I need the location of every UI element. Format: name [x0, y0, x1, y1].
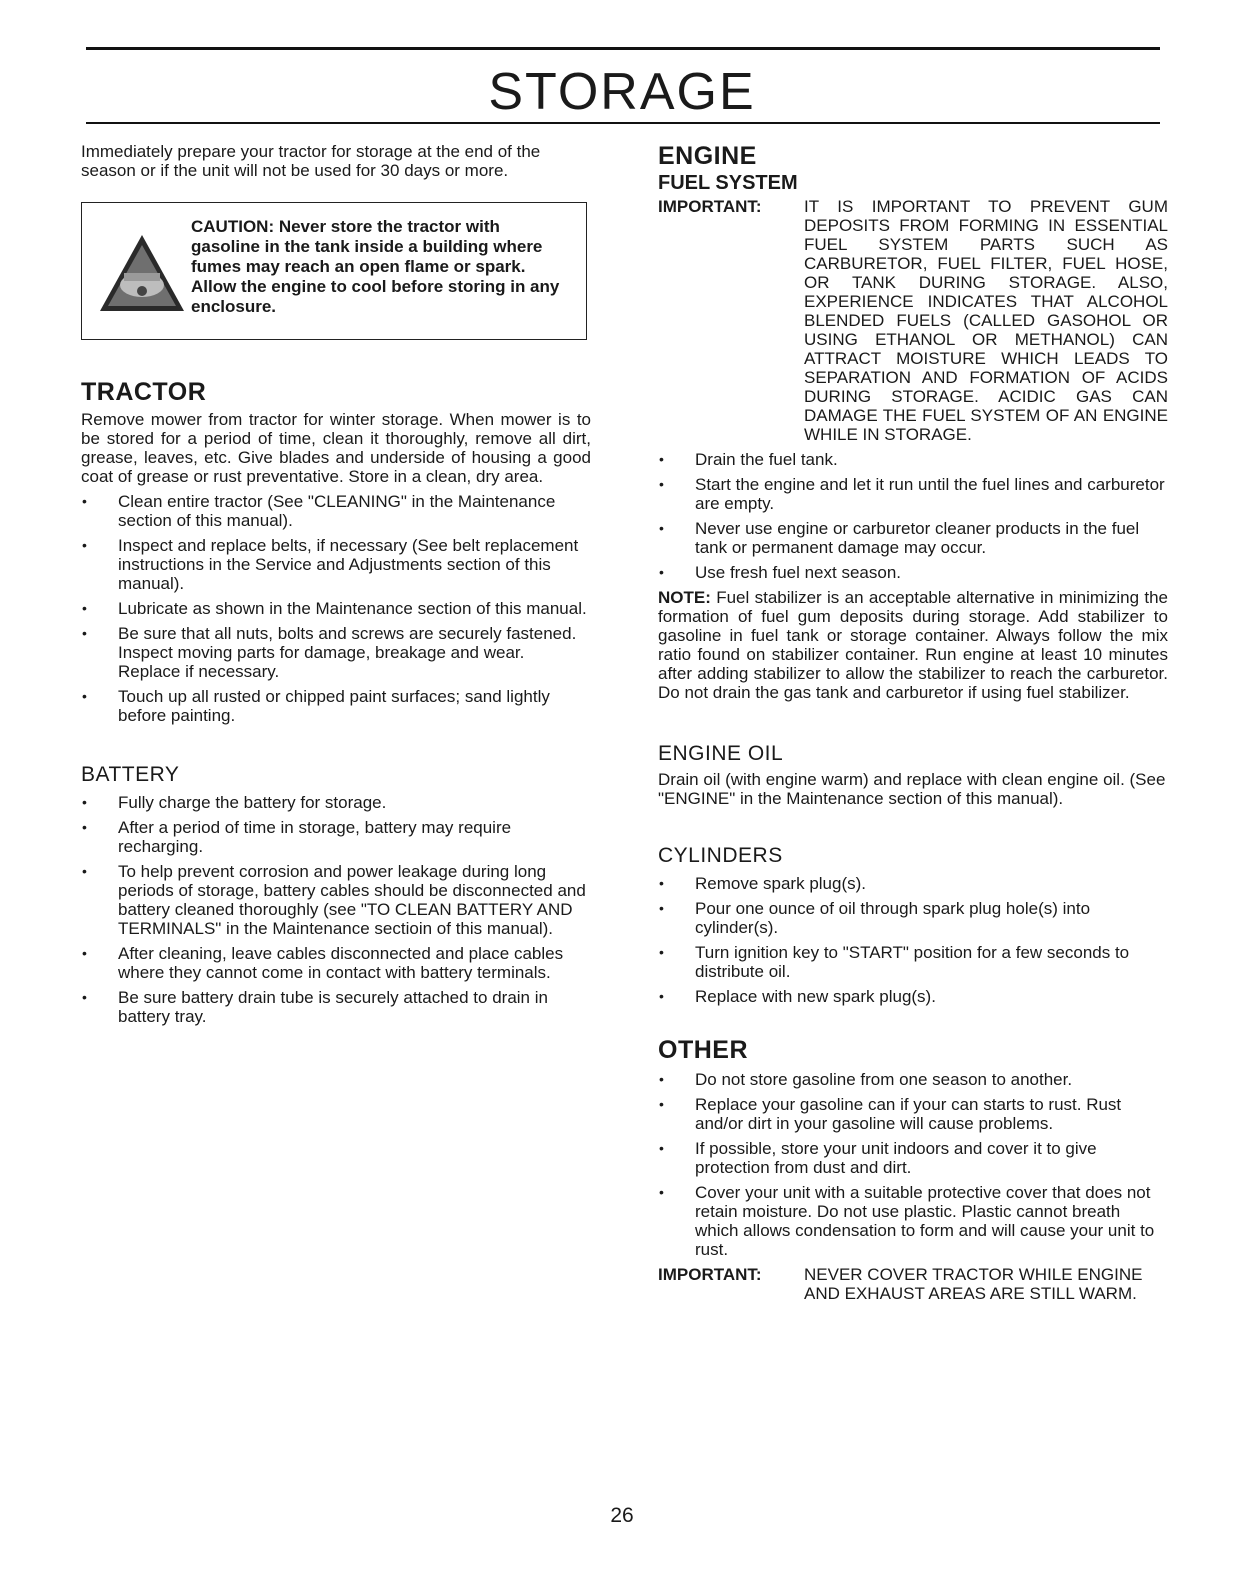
fuel-bullet-list — [658, 450, 1168, 582]
caution-box — [81, 202, 587, 340]
list-item: • Touch up all rusted or chipped paint surfaces; sand lightly before painting. — [81, 687, 591, 725]
list-item: • Start the engine and let it run until the fuel lines and carburetor are empty. — [658, 475, 1168, 513]
other-important-block — [658, 1265, 1168, 1303]
note-label: NOTE: — [658, 588, 711, 607]
list-item: • Replace your gasoline can if your can starts to rust. Rust and/or dirt in your gasoline will cause problems. — [658, 1095, 1168, 1133]
list-item: • Cover your unit with a suitable protective cover that does not retain moisture. Do not use plastic. Plastic cannot breath which allows condensation to form and will cause your unit to rust. — [658, 1183, 1168, 1259]
tractor-bullet-list — [81, 492, 591, 725]
list-item: • Inspect and replace belts, if necessary (See belt replacement instructions in the Service and Adjustments section of this manual). — [81, 536, 591, 593]
list-item: • After a period of time in storage, battery may require recharging. — [81, 818, 591, 856]
intro-paragraph: Immediately prepare your tractor for storage at the end of the season or if the unit will not be used for 30 days or more. — [81, 142, 541, 180]
list-item: • After cleaning, leave cables disconnected and place cables where they cannot come in contact with battery terminals. — [81, 944, 591, 982]
top-rule — [86, 47, 1160, 50]
cylinders-heading: CYLINDERS — [658, 844, 783, 867]
title-underline — [86, 122, 1160, 124]
list-item: • Replace with new spark plug(s). — [658, 987, 1168, 1006]
list-item: • Remove spark plug(s). — [658, 874, 1168, 893]
list-item: • To help prevent corrosion and power leakage during long periods of storage, battery cables should be disconnected and battery cleaned thoroughly (see "TO CLEAN BATTERY AND TERMINALS" in the Maintenance sectioin of this manual). — [81, 862, 591, 938]
page-title: STORAGE — [488, 63, 756, 121]
engine-heading: ENGINE — [658, 142, 757, 170]
list-item: • Be sure that all nuts, bolts and screws are securely fastened. Inspect moving parts for damage, breakage and wear. Replace if necessary. — [81, 624, 591, 681]
list-item: • Turn ignition key to "START" position for a few seconds to distribute oil. — [658, 943, 1168, 981]
list-item: • Use fresh fuel next season. — [658, 563, 1168, 582]
important-text: IT IS IMPORTANT TO PREVENT GUM DEPOSITS FROM FORMING IN ESSENTIAL FUEL SYSTEM PARTS SUCH AS CARBURETOR, FUEL FILTER, FUEL HOSE, OR TANK DURING STORAGE. ALSO, EXPERIENCE INDICATES THAT ALCOHOL BLENDED FUELS (CALLED GASOHOL OR USING ETHANOL OR METHANOL) CAN ATTRACT MOISTURE WHICH LEADS TO SEPARATION AND FORMATION OF ACIDS DURING STORAGE. ACIDIC GAS CAN DAMAGE THE FUEL SYSTEM OF AN ENGINE WHILE IN STORAGE. — [804, 197, 1168, 444]
left-column — [81, 142, 591, 1026]
cylinders-bullet-list — [658, 874, 1168, 1006]
tractor-paragraph: Remove mower from tractor for winter storage. When mower is to be stored for a period of time, clean it thoroughly, remove all dirt, grease, leaves, etc. Give blades and underside of housing a good coat of grease or rust preventative. Store in a clean, dry area. — [81, 410, 591, 486]
battery-bullet-list — [81, 793, 591, 1026]
page-number: 26 — [610, 1504, 634, 1527]
warning-triangle-icon — [98, 233, 186, 313]
fuel-system-heading: FUEL SYSTEM — [658, 172, 798, 194]
list-item: • Clean entire tractor (See "CLEANING" in the Maintenance section of this manual). — [81, 492, 591, 530]
other-heading: OTHER — [658, 1036, 748, 1064]
note-text: Fuel stabilizer is an acceptable alternative in minimizing the formation of fuel gum deposits during storage. Add stabilizer to gasoline in fuel tank or storage container. Always follow the mix ratio found on stabilizer container. Run engine at least 10 minutes after adding stabilizer to allow the stabilizer to reach the carburetor. Do not drain the gas tank and carburetor if using fuel stabilizer. — [658, 588, 1168, 702]
fuel-note — [658, 588, 1168, 702]
list-item: • Drain the fuel tank. — [658, 450, 1168, 469]
important-label: IMPORTANT: — [658, 197, 762, 216]
list-item: • Pour one ounce of oil through spark plug hole(s) into cylinder(s). — [658, 899, 1168, 937]
list-item: • Lubricate as shown in the Maintenance section of this manual. — [81, 599, 591, 618]
right-column — [658, 142, 1168, 1303]
list-item: • Never use engine or carburetor cleaner products in the fuel tank or permanent damage may occur. — [658, 519, 1168, 557]
list-item: • Be sure battery drain tube is securely attached to drain in battery tray. — [81, 988, 591, 1026]
tractor-heading: TRACTOR — [81, 378, 207, 406]
list-item: • Do not store gasoline from one season to another. — [658, 1070, 1168, 1089]
engine-oil-text: Drain oil (with engine warm) and replace with clean engine oil. (See "ENGINE" in the Maintenance section of this manual). — [658, 770, 1166, 808]
other-bullet-list — [658, 1070, 1168, 1259]
engine-oil-heading: ENGINE OIL — [658, 742, 784, 765]
fuel-important-block — [658, 197, 1168, 444]
list-item: • If possible, store your unit indoors and cover it to give protection from dust and dirt. — [658, 1139, 1168, 1177]
list-item: • Fully charge the battery for storage. — [81, 793, 591, 812]
important-text: NEVER COVER TRACTOR WHILE ENGINE AND EXHAUST AREAS ARE STILL WARM. — [804, 1265, 1143, 1303]
caution-text: CAUTION: Never store the tractor with gasoline in the tank inside a building where fumes may reach an open flame or spark. Allow the engine to cool before storing in any enclosure. — [191, 217, 560, 316]
important-label: IMPORTANT: — [658, 1265, 762, 1284]
battery-heading: BATTERY — [81, 763, 180, 786]
